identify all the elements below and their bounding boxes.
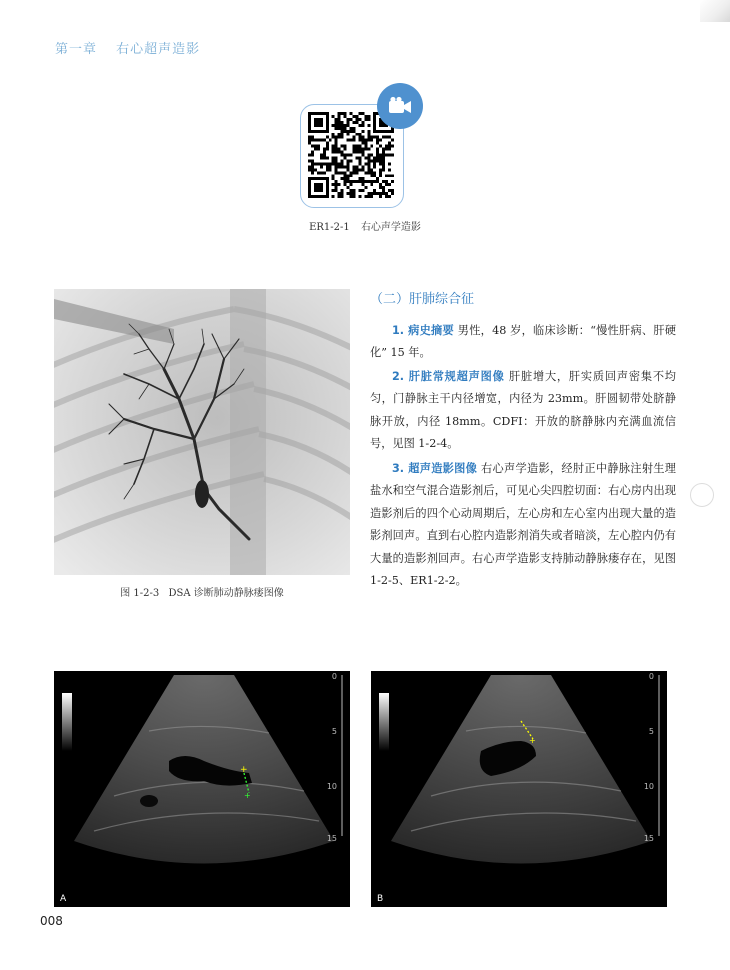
depth-tick-15: 15 [326,834,337,843]
paragraph-label: 1. 病史摘要 [392,324,454,337]
svg-text:+: + [244,791,251,800]
paragraph-label: 3. 超声造影图像 [392,462,478,475]
chapter-label: 第一章 [55,42,98,57]
depth-tick-15: 15 [643,834,654,843]
svg-text:+: + [529,736,536,745]
er-caption-text: 右心声学造影 [360,222,421,233]
paragraph-history [370,320,676,365]
paragraph-contrast-ultrasound [370,458,676,592]
paragraph-text: 右心声学造影，经肘正中静脉注射生理盐水和空气混合造影剂后，可见心尖四腔切面：右心房内出现造影剂后的四个心动周期后，左心房和左心室内出现大量的造影剂回声。直到右心腔内造影剂消失或者暗淡，左心腔内仍有大量的造影剂回声。右心声学造影支持肺动静脉瘘存在，见图 1-2-5、ER1-2-2。 [370,462,676,588]
running-header [55,38,214,57]
panel-label-a: A [60,894,67,904]
depth-tick-10: 10 [326,782,337,791]
paragraph-label: 2. 肝脏常规超声图像 [392,370,505,383]
figure-caption-text: DSA 诊断肺动静脉瘘图像 [168,588,284,599]
depth-tick-10: 10 [643,782,654,791]
depth-tick-5: 5 [331,727,337,736]
qr-code[interactable] [308,112,394,198]
page-number: 008 [40,914,63,928]
figure-caption-id: 图 1-2-3 [120,588,160,599]
ultrasound-image-a [54,671,350,907]
depth-tick-0: 0 [331,672,337,681]
figure-caption [54,584,350,599]
section-title: （二）肝肺综合征 [370,292,475,307]
panel-label-b: B [377,894,384,904]
paragraph-text: 男性，48 岁，临床诊断：“慢性肝病、肝硬化” 15 年。 [370,324,677,360]
chapter-title: 右心超声造影 [116,42,201,57]
svg-text:+: + [240,765,248,775]
ultrasound-image-b [371,671,667,907]
depth-tick-0: 0 [648,672,654,681]
margin-mark [690,483,714,507]
dsa-angiography-image [54,289,350,575]
video-camera-icon [377,83,423,129]
page-corner-fold [700,0,730,22]
er-caption-id: ER1-2-1 [309,222,350,233]
paragraph-text: 肝脏增大，肝实质回声密集不均匀，门静脉主干内径增宽，内径为 23mm。肝圆韧带处脐静脉开放，内径 18mm。CDFI：开放的脐静脉内充满血流信号，见图 1-2-4。 [370,370,676,451]
depth-tick-5: 5 [648,727,654,736]
paragraph-liver-ultrasound [370,366,676,456]
er-caption [0,218,730,233]
